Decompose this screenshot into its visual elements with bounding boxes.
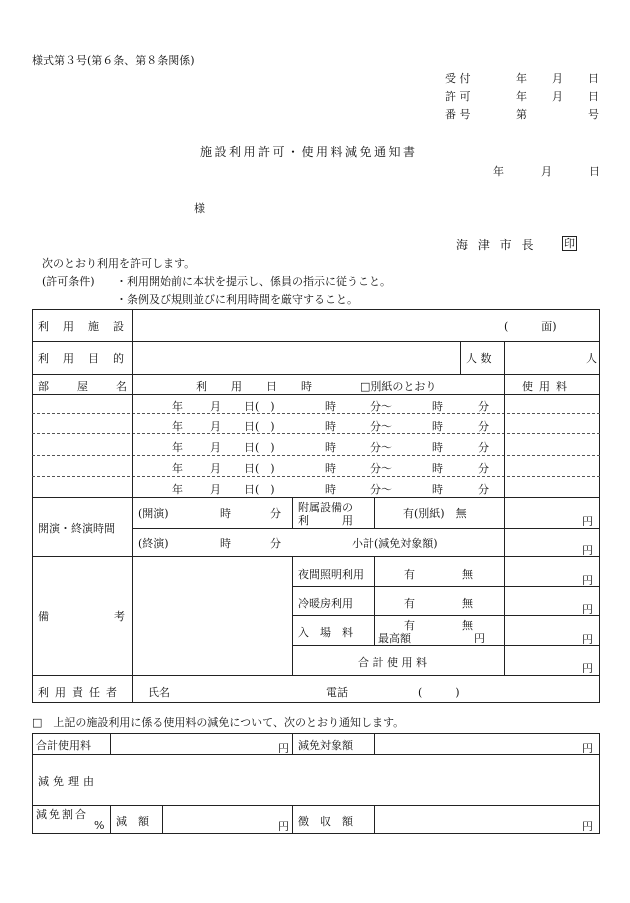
dt-end-hour: 時 <box>432 441 443 454</box>
admission-yen: 円 <box>582 633 593 646</box>
close-hour: 時 <box>220 537 231 550</box>
reduced-amount-label: 減 額 <box>116 815 149 828</box>
phone-paren: ( ) <box>418 686 460 699</box>
dt-start-min: 分～ <box>370 420 392 433</box>
fee-label: 使用料 <box>522 380 573 393</box>
condition-item: ・条例及び規則並びに利用時間を厳守すること。 <box>116 293 358 306</box>
attach-label-2: 利 用 <box>298 514 353 527</box>
night-yen: 円 <box>582 574 593 587</box>
dt-month: 月 <box>210 400 221 413</box>
dt-day: 日( ) <box>244 400 275 413</box>
room-label: 部屋名 <box>38 380 155 393</box>
subtotal-yen: 円 <box>582 544 593 557</box>
dt-start-hour: 時 <box>325 462 336 475</box>
number-prefix: 第 <box>516 108 527 121</box>
dt-start-hour: 時 <box>325 400 336 413</box>
receipt-day: 日 <box>588 72 599 85</box>
perf-time-label: 開演・終演時間 <box>38 522 115 535</box>
total-fee-yen: 円 <box>278 742 289 755</box>
dt-end-min: 分 <box>478 420 489 433</box>
night-label: 夜間照明利用 <box>298 568 364 581</box>
dt-month: 月 <box>210 420 221 433</box>
reduction-ratio-label: 減免割合 <box>36 808 88 821</box>
issuer-name: 海 津 市 長 <box>456 238 537 252</box>
dt-end-hour: 時 <box>432 400 443 413</box>
name-label: 氏名 <box>148 686 170 699</box>
dt-year: 年 <box>172 400 183 413</box>
open-hour: 時 <box>220 507 231 520</box>
dt-year: 年 <box>172 441 183 454</box>
facility-unit: ( 面) <box>504 320 557 333</box>
close-minute: 分 <box>270 537 281 550</box>
reduction-reason-label: 減免理由 <box>38 775 98 788</box>
facility-label: 利用施設 <box>38 320 138 333</box>
total-fee-label: 合 計 使 用 料 <box>358 656 427 669</box>
night-yes: 有 <box>404 568 415 581</box>
dt-start-min: 分～ <box>370 483 392 496</box>
dt-end-hour: 時 <box>432 420 443 433</box>
people-unit: 人 <box>586 352 597 365</box>
admission-yes: 有 <box>404 619 415 632</box>
addressee-suffix: 様 <box>194 202 205 215</box>
phone-label: 電話 <box>326 686 348 699</box>
percent-sign: % <box>94 819 105 832</box>
dt-month: 月 <box>210 441 221 454</box>
conditions-label: (許可条件) <box>42 275 95 288</box>
attach-yen: 円 <box>582 515 593 528</box>
max-amount-yen: 円 <box>474 632 485 645</box>
aircon-no: 無 <box>462 597 473 610</box>
separate-sheet-checkbox[interactable]: □別紙のとおり <box>360 380 437 393</box>
permit-month: 月 <box>552 90 563 103</box>
document-title: 施設利用許可・使用料減免通知書 <box>200 145 418 159</box>
subtotal-label: 小計(減免対象額) <box>352 537 438 550</box>
night-no: 無 <box>462 568 473 581</box>
dt-start-min: 分～ <box>370 400 392 413</box>
reduction-notice: □ 上記の施設利用に係る使用料の減免について、次のとおり通知します。 <box>32 716 405 729</box>
close-label: (終演) <box>138 537 169 550</box>
total-fee-label: 合計使用料 <box>36 739 91 752</box>
permit-day: 日 <box>588 90 599 103</box>
aircon-yen: 円 <box>582 603 593 616</box>
responsible-label: 利用責任者 <box>38 686 123 699</box>
dt-end-hour: 時 <box>432 483 443 496</box>
receipt-month: 月 <box>552 72 563 85</box>
remarks-label: 備 考 <box>38 610 133 623</box>
date-month: 月 <box>541 165 552 178</box>
dt-end-min: 分 <box>478 483 489 496</box>
receipt-year: 年 <box>516 72 527 85</box>
aircon-yes: 有 <box>404 597 415 610</box>
dt-day: 日( ) <box>244 420 275 433</box>
collect-amount-yen: 円 <box>582 820 593 833</box>
date-day: 日 <box>589 165 600 178</box>
purpose-label: 利用目的 <box>38 352 138 365</box>
dt-start-min: 分～ <box>370 441 392 454</box>
attach-value: 有(別紙) 無 <box>403 507 467 520</box>
dt-day: 日( ) <box>244 483 275 496</box>
number-label: 番 号 <box>445 108 471 121</box>
dt-start-hour: 時 <box>325 441 336 454</box>
dt-end-min: 分 <box>478 462 489 475</box>
dt-start-hour: 時 <box>325 483 336 496</box>
number-suffix: 号 <box>588 108 599 121</box>
condition-item: ・利用開始前に本状を提示し、係員の指示に従うこと。 <box>116 275 391 288</box>
attach-label: 附属設備の <box>298 501 353 514</box>
form-number: 様式第３号(第６条、第８条関係) <box>32 54 195 67</box>
collect-amount-label: 徴 収 額 <box>298 815 353 828</box>
permit-year: 年 <box>516 90 527 103</box>
admission-no: 無 <box>462 619 473 632</box>
date-year: 年 <box>493 165 504 178</box>
dt-year: 年 <box>172 462 183 475</box>
official-seal: 印 <box>564 237 575 250</box>
dt-start-hour: 時 <box>325 420 336 433</box>
permit-label: 許 可 <box>445 90 471 103</box>
max-amount-label: 最高額 <box>378 632 411 645</box>
target-amount-label: 減免対象額 <box>298 739 353 752</box>
dt-end-min: 分 <box>478 400 489 413</box>
aircon-label: 冷暖房利用 <box>298 597 353 610</box>
total-fee-yen: 円 <box>582 662 593 675</box>
dt-month: 月 <box>210 483 221 496</box>
admission-label: 入 場 料 <box>298 626 353 639</box>
dt-year: 年 <box>172 420 183 433</box>
dt-end-hour: 時 <box>432 462 443 475</box>
target-amount-yen: 円 <box>582 742 593 755</box>
open-minute: 分 <box>270 507 281 520</box>
people-label: 人 数 <box>466 352 492 365</box>
intro-text: 次のとおり利用を許可します。 <box>42 257 196 270</box>
dt-end-min: 分 <box>478 441 489 454</box>
reduced-amount-yen: 円 <box>278 820 289 833</box>
dt-month: 月 <box>210 462 221 475</box>
dt-day: 日( ) <box>244 441 275 454</box>
datetime-label: 利用日時 <box>196 380 336 393</box>
receipt-label: 受 付 <box>445 72 471 85</box>
dt-year: 年 <box>172 483 183 496</box>
open-label: (開演) <box>138 507 169 520</box>
dt-day: 日( ) <box>244 462 275 475</box>
dt-start-min: 分～ <box>370 462 392 475</box>
